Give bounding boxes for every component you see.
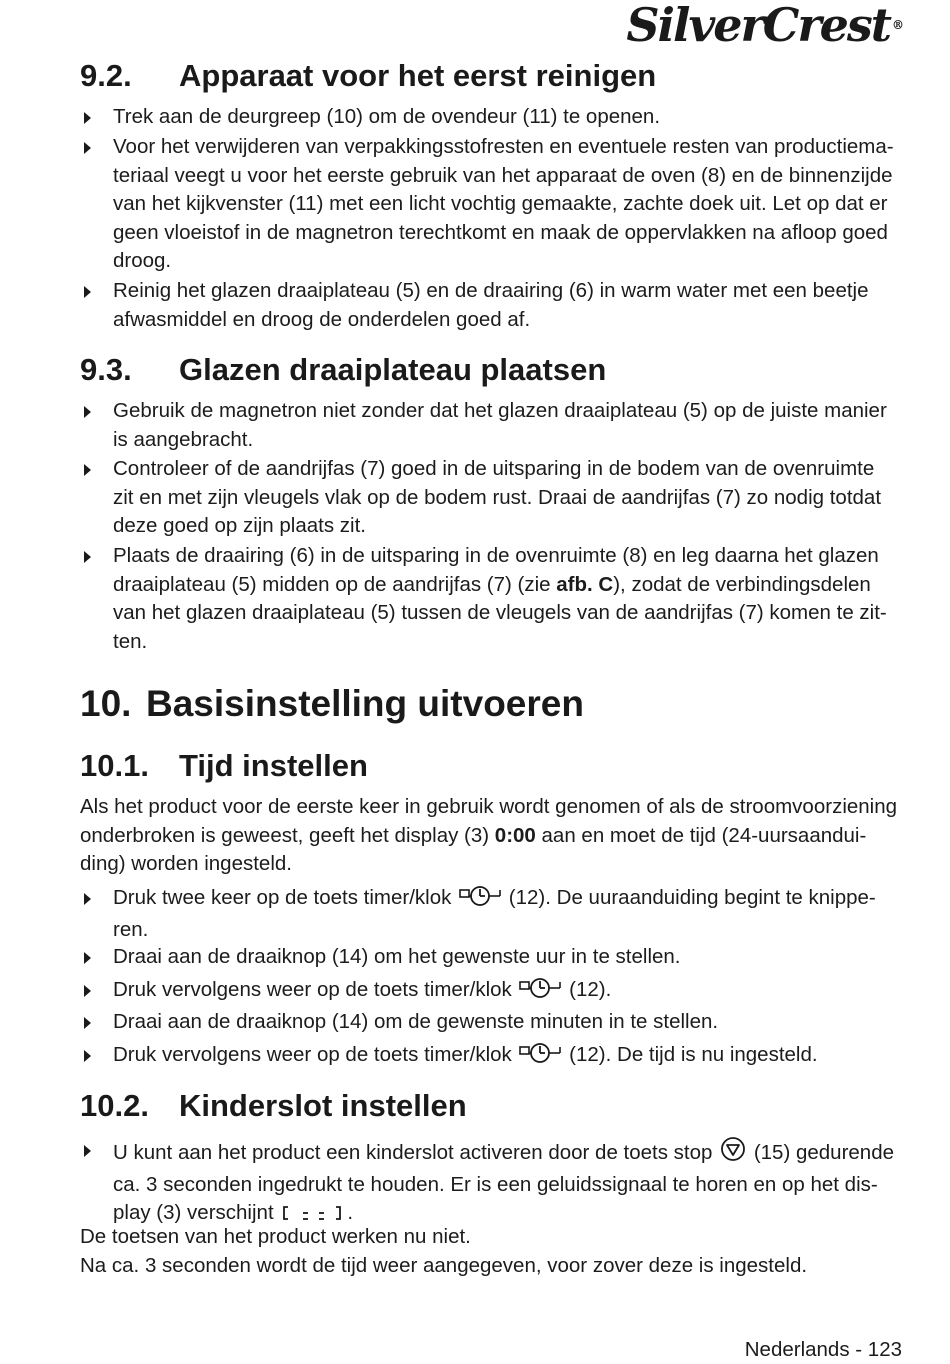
bullet-item: [80, 397, 910, 454]
bullet-text: .: [347, 1201, 354, 1225]
bullet-arrow-icon: [84, 464, 91, 476]
bullet-text-line: draaiplateau (5) midden op de aandrijfas (7) (zie: [113, 572, 557, 596]
bullet-text: Draai aan de draaiknop (14) om de gewenste minuten in te stellen.: [113, 1010, 719, 1033]
bullet-text: Druk twee keer op de toets timer/klok: [113, 886, 458, 909]
silvercrest-logo: [626, 0, 904, 52]
bullet-item: [80, 1008, 910, 1037]
paragraph: [80, 793, 910, 879]
bullet-arrow-icon: [84, 1050, 91, 1062]
bullet-text-line: afwasmiddel en droog de onderdelen goed af.: [113, 307, 531, 331]
bullet-arrow-icon: [84, 893, 91, 905]
section-title: Basisinstelling uitvoeren: [146, 683, 584, 724]
section-number: 10.: [80, 683, 132, 724]
bullet-text: Trek aan de deurgreep (10) om de ovendeur (11) te openen.: [113, 105, 661, 128]
bullet-item: [80, 1136, 910, 1231]
bullet-item: [80, 277, 910, 334]
section-title: Glazen draaiplateau plaatsen: [179, 352, 607, 387]
bullet-item: [80, 542, 910, 656]
section-title: Kinderslot instellen: [179, 1088, 467, 1123]
paragraph: [80, 1223, 910, 1280]
bullet-text-line: droog.: [113, 249, 172, 273]
bullet-text: ca. 3 seconden ingedrukt te houden. Er is een geluidssignaal te horen en op het dis-: [113, 1172, 878, 1196]
bullet-text: (15) gedurende: [748, 1141, 895, 1164]
bullet-arrow-icon: [84, 142, 91, 154]
bullet-text: play (3) verschijnt: [113, 1201, 280, 1225]
timer-clock-icon: [519, 1042, 561, 1073]
bullet-text: (12).: [563, 978, 612, 1001]
logo-text: SilverCrest: [626, 0, 890, 52]
bullet-arrow-icon: [84, 112, 91, 124]
bullet-text-line: Voor het verwijderen van verpakkingsstofresten en eventuele resten van productiema-: [113, 135, 894, 158]
section-number: 9.2.: [80, 58, 132, 93]
stop-icon: [720, 1136, 746, 1171]
section-title: Apparaat voor het eerst reinigen: [179, 58, 657, 93]
bullet-item: [80, 455, 910, 541]
bullet-arrow-icon: [84, 985, 91, 997]
heading-9-2: [80, 56, 910, 96]
bullet-arrow-icon: [84, 406, 91, 418]
bullet-item: [80, 133, 910, 276]
timer-clock-icon: [459, 885, 501, 916]
bullet-item: [80, 1041, 910, 1073]
bullet-text-line: geen vloeistof in de magnetron terechtkomt en maak de oppervlakken na afloop goed: [113, 220, 888, 244]
bullet-text-line: Controleer of de aandrijfas (7) goed in de uitsparing in de bodem van de ovenruimte: [113, 457, 875, 480]
paragraph-line: onderbroken is geweest, geeft het display (3): [80, 823, 495, 847]
heading-9-3: [80, 350, 910, 390]
bullet-text: (12). De uuraanduiding begint te knippe-: [503, 886, 876, 909]
bullet-text-line: is aangebracht.: [113, 427, 254, 451]
bullet-arrow-icon: [84, 1145, 91, 1157]
heading-10-2: [80, 1086, 910, 1126]
bullet-text-line: Gebruik de magnetron niet zonder dat het glazen draaiplateau (5) op de juiste manier: [113, 399, 887, 422]
bullet-text: U kunt aan het product een kinderslot activeren door de toets stop: [113, 1141, 719, 1164]
bullet-arrow-icon: [84, 1017, 91, 1029]
heading-10-1: [80, 746, 910, 786]
paragraph-line: De toetsen van het product werken nu niet.: [80, 1225, 471, 1248]
bullet-item: [80, 884, 910, 944]
paragraph-line: Als het product voor de eerste keer in gebruik wordt genomen of als de stroomvoorziening: [80, 795, 898, 818]
bullet-arrow-icon: [84, 952, 91, 964]
bullet-text-line: teriaal veegt u voor het eerste gebruik van het apparaat de oven (8) en de binnenzijde: [113, 163, 893, 187]
page-footer: Nederlands - 123: [744, 1338, 902, 1361]
paragraph-line: Na ca. 3 seconden wordt de tijd weer aangegeven, voor zover deze is ingesteld.: [80, 1253, 808, 1277]
bullet-text: ren.: [113, 917, 149, 941]
timer-clock-icon: [519, 977, 561, 1008]
section-number: 10.2.: [80, 1088, 149, 1123]
bullet-text: Druk vervolgens weer op de toets timer/klok: [113, 978, 518, 1001]
bullet-item: [80, 943, 910, 972]
bullet-item: [80, 976, 910, 1008]
section-number: 10.1.: [80, 748, 149, 783]
bullet-text-line: Reinig het glazen draaiplateau (5) en de draairing (6) in warm water met een beetje: [113, 279, 869, 302]
bullet-text-line: deze goed op zijn plaats zit.: [113, 514, 366, 538]
bullet-text-line: ), zodat de verbindingsdelen: [613, 572, 871, 596]
bullet-text-line: ten.: [113, 629, 148, 653]
bullet-arrow-icon: [84, 551, 91, 563]
display-value: 0:00: [494, 823, 536, 847]
registered-mark: ®: [892, 18, 904, 32]
section-title: Tijd instellen: [179, 748, 368, 783]
bullet-text-line: van het glazen draaiplateau (5) tussen de vleugels van de aandrijfas (7) komen te zit-: [113, 601, 887, 625]
section-number: 9.3.: [80, 352, 132, 387]
heading-10: [80, 681, 910, 727]
figure-reference: afb. C: [556, 572, 614, 596]
bullet-text: Draai aan de draaiknop (14) om het gewenste uur in te stellen.: [113, 945, 681, 968]
bullet-text-line: Plaats de draairing (6) in de uitsparing in de ovenruimte (8) en leg daarna het glazen: [113, 544, 879, 567]
bullet-arrow-icon: [84, 286, 91, 298]
bullet-text: (12). De tijd is nu ingesteld.: [563, 1043, 818, 1066]
paragraph-line: aan en moet de tijd (24-uursaandui-: [535, 823, 867, 847]
bullet-item: [80, 103, 910, 132]
paragraph-line: ding) worden ingesteld.: [80, 852, 292, 876]
bullet-text-line: van het kijkvenster (11) met een licht vochtig gemaakte, zachte doek uit. Let op dat er: [113, 192, 888, 216]
bullet-text: Druk vervolgens weer op de toets timer/klok: [113, 1043, 518, 1066]
bullet-text-line: zit en met zijn vleugels vlak op de bodem rust. Draai de aandrijfas (7) zo nodig totdat: [113, 485, 882, 509]
